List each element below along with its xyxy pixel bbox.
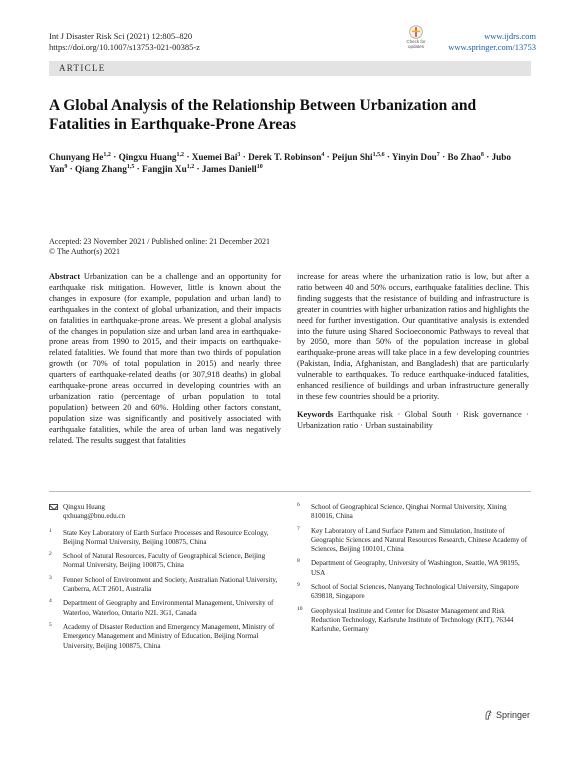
affiliation-footnote — [297, 503, 531, 522]
affiliation-number: 9 — [297, 582, 300, 589]
affiliation-text: Academy of Disaster Reduction and Emergency Management, Ministry of Emergency Management and Ministry of Education, Beijing Normal University, Beijing 100875, China — [63, 622, 275, 650]
author-name: Jubo Yan — [49, 152, 511, 174]
affiliation-text: Department of Geography, University of Washington, Seattle, WA 98195, USA — [311, 559, 520, 577]
author-entry[interactable] — [192, 152, 241, 162]
affiliation-number: 4 — [49, 598, 52, 605]
affiliation-number: 1 — [49, 527, 52, 534]
affiliation-number: 6 — [297, 502, 300, 508]
author-name: Fangjin Xu — [142, 164, 187, 174]
affiliation-footnote — [49, 599, 279, 618]
affiliation-text: Key Laboratory of Land Surface Pattern and Simulation, Institute of Geographic Sciences and Natural Resources Research, Chinese Academy of Sciences, Beijing 100101, China — [311, 526, 528, 554]
affiliation-text: Geophysical Institute and Center for Disaster Management and Risk Reduction Technology, Karlsruhe Institute of Technology (KIT), 76344 Karlsruhe, Germany — [311, 606, 514, 634]
author-name: Xuemei Bai — [191, 152, 238, 162]
affiliation-footnote — [49, 623, 279, 651]
author-entry[interactable] — [332, 152, 385, 162]
crossmark-icon — [409, 25, 423, 39]
affiliation-footnote — [49, 529, 279, 548]
accepted-published-dates: Accepted: 23 November 2021 / Published online: 21 December 2021 — [49, 237, 271, 246]
author-name: Chunyang He — [49, 152, 104, 162]
affiliation-footnote — [297, 583, 531, 602]
author-affiliation-marker: 9 — [64, 164, 68, 170]
author-affiliation-marker: 1,2 — [103, 152, 111, 158]
abstract-text-left: Urbanization can be a challenge and an opportunity for earthquake risk mitigation. However, little is known about the changes in exposure (for example, population and urban land) to earthquakes in the context of global urbanization, and their impacts on fatalities in earthquake-prone areas. We present a global analysis of the changes in population size and urban land area in earthquake-prone areas from 1990 to 2015, and their impacts on earthquake-related fatalities. We found that more than two thirds of population growth (or 70% of total population in 2015) and nearly three quarters of earthquake-related deaths (or 307,918 deaths) in global earthquake-prone areas occurred in developing countries with an urbanization ratio (percentage of urban population to total population) between 20 and 60%. Holding other factors constant, population size was significantly and positively associated with earthquake fatalities, while the area of urban land was negatively related. The results suggest that fatalities — [49, 272, 282, 445]
affiliation-number: 8 — [297, 558, 300, 565]
springer-journal-link[interactable]: www.springer.com/13753 — [448, 42, 536, 52]
author-name: Derek T. Robinson — [248, 152, 322, 162]
author-affiliation-marker: 1,2 — [176, 152, 185, 158]
affiliation-number: 7 — [297, 525, 300, 532]
affiliation-footnote — [297, 527, 531, 555]
author-affiliation-marker: 7 — [436, 152, 440, 158]
footnote-divider — [49, 491, 531, 492]
author-entry[interactable] — [202, 164, 263, 174]
paper-title: A Global Analysis of the Relationship Between Urbanization and Fatalities in Earthquake-Prone Areas — [49, 97, 477, 133]
journal-site-link[interactable]: www.ijdrs.com — [484, 31, 536, 41]
publisher-name: Springer — [495, 710, 530, 720]
affiliation-number: 10 — [297, 605, 303, 612]
author-affiliation-marker: 1,2 — [186, 164, 195, 170]
affiliation-number: 2 — [49, 551, 52, 558]
author-entry[interactable] — [142, 164, 194, 174]
envelope-icon — [49, 504, 58, 510]
author-entry[interactable] — [248, 152, 324, 162]
author-entry[interactable] — [119, 152, 184, 162]
publication-dates — [49, 237, 270, 257]
affiliation-number: 3 — [49, 574, 52, 581]
author-name: James Daniell — [201, 164, 257, 174]
author-name: Qiang Zhang — [75, 164, 127, 174]
author-entry[interactable] — [392, 152, 440, 162]
author-name: Qingxu Huang — [118, 152, 177, 162]
author-affiliation-marker: 8 — [480, 152, 484, 158]
author-name: Bo Zhao — [447, 152, 481, 162]
author-affiliation-marker: 3 — [237, 152, 241, 158]
publisher-logo — [484, 710, 530, 720]
keywords-heading: Keywords — [297, 409, 334, 419]
author-entry[interactable] — [447, 152, 483, 162]
keywords-text: Earthquake risk · Global South · Risk governance · Urbanization ratio · Urban sustainability — [297, 409, 530, 430]
corresponding-author — [49, 503, 279, 522]
affiliation-text: State Key Laboratory of Earth Surface Processes and Resource Ecology, Beijing Normal University, Beijing 100875, China — [63, 528, 269, 546]
affiliations-right — [297, 503, 531, 640]
corresponding-author-name: Qingxu Huang — [63, 503, 105, 511]
author-name: Yinyin Dou — [391, 152, 437, 162]
affiliation-text: Fenner School of Environment and Society, Australian National University, Canberra, ACT 2601, Australia — [63, 575, 278, 594]
affiliation-text: School of Geographical Science, Qinghai Normal University, Xining 810016, China — [311, 503, 507, 521]
abstract-heading: Abstract — [49, 272, 81, 281]
author-affiliation-marker: 10 — [256, 164, 263, 170]
abstract-paragraph — [49, 272, 281, 447]
article-type-label: ARTICLE — [59, 63, 106, 73]
keywords-paragraph — [297, 410, 529, 432]
author-list: Chunyang He$^{1,2}$ · Qingxu Huang$^{1,2}$ · Xuemei Bai$^3$ · Derek T. Robinson$^4$ · Peijun Shi$^{1,5,6}$ · Yinyin Dou$^7$ · Bo Zhao$^8$ · Jubo Yan$^9$ · Qiang Zhang$^{1,5}$ · Fangjin Xu$^{1,2}$ · James Daniell$^{10}$ — [49, 152, 511, 174]
abstract-text-right: increase for areas where the urbanization ratio is low, but after a ratio between 40 and 50% occurs, earthquake fatalities decline. This finding suggests that the resistance of building and infrastructure is greater in countries with higher urbanization ratios and highlights the need for further investigation. Our quantitative analysis is extended into the future using Shared Socioeconomic Pathways to reveal that by 2050, more than 50% of the population increase in global earthquake-prone areas will take place in a few developing countries (Pakistan, India, Afghanistan, and Bangladesh) that are particularly vulnerable to earthquakes. To reduce earthquake-induced fatalities, enhanced resilience of buildings and urban infrastructure generally in these few countries should be a priority. — [297, 272, 529, 401]
affiliation-footnote — [49, 552, 279, 571]
affiliations-left — [49, 503, 279, 656]
author-affiliation-marker: 1,5 — [126, 164, 135, 170]
article-type-bar — [49, 61, 531, 76]
springer-horse-icon — [484, 710, 493, 720]
affiliation-footnote — [49, 576, 279, 595]
crossmark-label: Check for updates — [406, 39, 426, 49]
journal-links — [448, 31, 536, 53]
affiliation-text: School of Social Sciences, Nanyang Technological University, Singapore 639818, Singapore — [311, 583, 519, 601]
affiliation-footnote — [297, 607, 531, 635]
author-affiliation-marker: 4 — [321, 152, 325, 158]
journal-header — [49, 31, 200, 53]
author-entry[interactable] — [75, 164, 134, 174]
author-entry[interactable] — [49, 152, 111, 162]
doi-link[interactable]: https://doi.org/10.1007/s13753-021-00385-z — [49, 42, 200, 52]
journal-citation: Int J Disaster Risk Sci (2021) 12:805–820 — [49, 31, 193, 41]
abstract-column-left — [49, 272, 281, 447]
copyright-notice: © The Author(s) 2021 — [49, 247, 121, 256]
affiliation-footnote — [297, 559, 531, 578]
author-affiliation-marker: 1,5,6 — [372, 152, 385, 158]
abstract-column-right — [297, 272, 529, 432]
affiliation-number: 5 — [49, 621, 52, 628]
author-name: Peijun Shi — [332, 152, 373, 162]
check-for-updates-badge[interactable] — [399, 25, 433, 51]
affiliation-text: Department of Geography and Environmental Management, University of Waterloo, Waterloo, Ontario N2L 3G1, Canada — [63, 599, 274, 617]
affiliation-text: School of Natural Resources, Faculty of Geographical Science, Beijing Normal University, Beijing 100875, China — [63, 552, 266, 570]
corresponding-author-email[interactable]: qxhuang@bnu.edu.cn — [63, 512, 126, 521]
